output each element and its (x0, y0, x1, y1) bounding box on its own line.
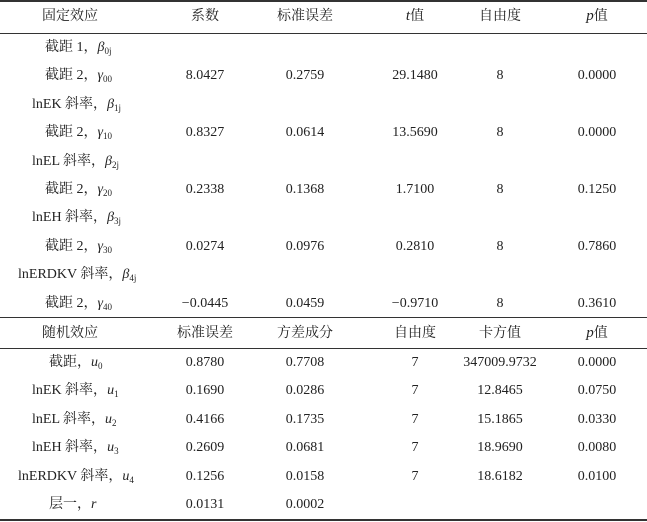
table-cell: 13.5690 (392, 125, 438, 141)
table-cell: 8 (496, 295, 504, 311)
table-cell: 0.8780 (185, 355, 225, 370)
row-symbol: u (107, 383, 115, 399)
table-cell: 8 (496, 182, 504, 197)
header-coefficient: 系数 (191, 8, 219, 24)
row-symbol-subscript: 40 (103, 301, 113, 312)
table-cell (245, 90, 365, 119)
header-variance-component: 方差成分 (277, 325, 333, 341)
row-symbol-subscript: 2 (111, 417, 117, 428)
table-cell: 0.0286 (285, 383, 325, 399)
row-label-text: lnERDKV 斜率， (18, 267, 123, 283)
p-symbol: p (586, 8, 594, 24)
row-label (32, 376, 119, 405)
row-symbol-subscript: 1j (114, 102, 122, 113)
row-symbol-subscript: 10 (103, 131, 113, 142)
table-cell: 0.0330 (577, 411, 617, 427)
header-random-df: 自由度 (394, 325, 436, 341)
t-value-label: 值 (410, 8, 425, 24)
row-symbol: γ (97, 182, 104, 197)
row-label-text: 截距 2， (45, 68, 98, 84)
table-cell (537, 147, 647, 176)
row-label-text: lnEL 斜率， (32, 153, 105, 169)
row-symbol: β (97, 40, 105, 55)
table-row (0, 147, 647, 176)
table-row (0, 376, 647, 405)
row-symbol: u (107, 440, 115, 456)
table-cell: 0.0080 (577, 440, 617, 456)
table-row (0, 232, 647, 261)
row-symbol-subscript: 3j (114, 216, 122, 227)
table-row (0, 118, 647, 147)
table-cell: 0.3610 (577, 295, 617, 311)
table-cell: 0.0614 (285, 125, 325, 141)
table-row (0, 61, 647, 90)
header-random-effect: 随机效应 (42, 325, 98, 341)
table-cell: 7 (411, 355, 419, 370)
row-label (32, 147, 119, 176)
table-cell: 12.8465 (477, 383, 523, 399)
table-cell: 8 (496, 125, 504, 141)
row-label (32, 433, 119, 462)
table-cell (537, 490, 647, 519)
table-row (0, 260, 647, 289)
row-label-text: 截距 2， (45, 125, 98, 141)
table-cell: 29.1480 (392, 68, 438, 84)
table-cell (537, 203, 647, 232)
table-cell: 0.0131 (185, 497, 225, 512)
header-fixed-effect: 固定效应 (42, 8, 98, 24)
row-symbol-subscript: 4j (129, 273, 137, 284)
table-cell: 0.0000 (577, 125, 617, 141)
row-label-text: lnERDKV 斜率， (18, 468, 123, 484)
table-cell: 15.1865 (477, 411, 523, 427)
table-cell: 0.1256 (185, 468, 225, 484)
table-row (0, 433, 647, 462)
table-cell: 0.2810 (395, 238, 435, 254)
row-label-text: lnEH 斜率， (32, 210, 108, 226)
header-df: 自由度 (479, 8, 521, 24)
table-cell: −0.9710 (391, 295, 439, 311)
table-cell: 7 (411, 440, 419, 456)
row-symbol: β (104, 153, 112, 169)
row-label-text: 截距 1， (45, 40, 98, 55)
row-label-text: 截距 2， (45, 295, 98, 311)
table-cell: 0.1735 (285, 411, 325, 427)
table-row (0, 348, 647, 377)
row-symbol: u (104, 411, 112, 427)
table-cell: 0.4166 (185, 411, 225, 427)
table-cell: 0.2338 (185, 182, 225, 197)
row-label (18, 260, 136, 289)
table-cell (245, 147, 365, 176)
row-symbol: γ (97, 68, 104, 84)
p-value-label: 值 (593, 325, 608, 341)
table-cell: 0.0976 (285, 238, 325, 254)
table-cell: 0.0158 (285, 468, 325, 484)
header-random-p-value (532, 317, 647, 350)
row-symbol: γ (97, 295, 104, 311)
row-label (32, 90, 121, 119)
table-cell: 0.1690 (185, 383, 225, 399)
row-label (49, 490, 96, 519)
table-cell: 347009.9732 (463, 355, 537, 370)
table-cell: 7 (411, 468, 419, 484)
table-cell: 0.7708 (285, 355, 325, 370)
row-label (32, 405, 116, 434)
table-cell: 0.2759 (285, 68, 325, 84)
row-symbol: u (91, 355, 98, 370)
row-label-text: 截距 2， (45, 238, 98, 254)
header-std-error: 标准误差 (277, 8, 333, 24)
table-cell: 8 (496, 238, 504, 254)
table-cell (537, 33, 647, 62)
row-label (18, 462, 134, 491)
header-chi-square: 卡方值 (479, 325, 521, 341)
row-label-text: lnEL 斜率， (32, 411, 105, 427)
row-symbol-subscript: 1 (114, 389, 119, 400)
table-row (0, 490, 647, 519)
table-cell: 1.7100 (395, 182, 435, 197)
row-symbol: γ (97, 238, 104, 254)
table-cell: 0.0100 (577, 468, 617, 484)
row-label (45, 175, 112, 204)
row-symbol: β (122, 267, 130, 283)
table-cell: 8.0427 (185, 68, 225, 84)
table-cell (245, 33, 365, 62)
table-row (0, 33, 647, 62)
row-symbol: γ (97, 125, 104, 141)
table-cell: 0.0000 (577, 68, 617, 84)
table-cell: 0.7860 (577, 238, 617, 254)
row-symbol-subscript: 3 (114, 446, 119, 457)
table-cell (245, 260, 365, 289)
row-label-text: lnEK 斜率， (32, 96, 108, 112)
table-cell: 7 (411, 383, 419, 399)
t-symbol: t (405, 8, 411, 24)
row-symbol: u (122, 468, 130, 484)
row-label (45, 61, 112, 90)
table-cell: 8 (496, 68, 504, 84)
row-label-text: 截距， (49, 355, 91, 370)
table-cell: 7 (411, 411, 419, 427)
table-cell (537, 260, 647, 289)
row-label (45, 289, 112, 318)
table-cell (537, 90, 647, 119)
table-cell: 0.0459 (285, 295, 325, 311)
table-cell: 0.0000 (577, 355, 617, 370)
row-symbol-subscript: 20 (103, 188, 113, 198)
table-cell: 0.0750 (577, 383, 617, 399)
header-random-std-error: 标准误差 (177, 325, 233, 341)
row-symbol-subscript: 00 (103, 74, 113, 85)
table-row (0, 289, 647, 318)
row-label (45, 118, 112, 147)
row-label (45, 232, 112, 261)
row-label (45, 33, 112, 62)
table-cell: 18.6182 (477, 468, 523, 484)
table-row (0, 175, 647, 204)
row-symbol-subscript: 0 (98, 361, 103, 371)
table-cell: 18.9690 (477, 440, 523, 456)
table-row (0, 405, 647, 434)
table-cell: −0.0445 (181, 295, 229, 311)
table-cell: 0.8327 (185, 125, 225, 141)
row-label-text: lnEK 斜率， (32, 383, 108, 399)
table-cell (245, 203, 365, 232)
row-symbol: r (91, 497, 97, 512)
table-cell: 0.1250 (577, 182, 617, 197)
table-cell: 0.0274 (185, 238, 225, 254)
row-label-text: 截距 2， (45, 182, 98, 197)
row-label-text: lnEH 斜率， (32, 440, 108, 456)
table-row (0, 90, 647, 119)
row-symbol-subscript: 2j (111, 159, 119, 170)
table-row (0, 203, 647, 232)
row-symbol: β (107, 96, 115, 112)
table-cell: 0.0002 (285, 497, 325, 512)
row-symbol-subscript: 4 (129, 474, 134, 485)
table-cell: 0.2609 (185, 440, 225, 456)
row-label (49, 348, 103, 377)
table-cell: 0.1368 (285, 182, 325, 197)
row-symbol-subscript: 0j (104, 46, 112, 56)
p-symbol: p (586, 325, 594, 341)
table-row (0, 462, 647, 491)
row-label (32, 203, 121, 232)
row-symbol-subscript: 30 (103, 244, 113, 255)
header-p-value (532, 0, 647, 33)
row-symbol: β (107, 210, 115, 226)
p-value-label: 值 (593, 8, 608, 24)
bottom-rule (0, 519, 647, 521)
row-label-text: 层一， (49, 497, 91, 512)
table-cell: 0.0681 (285, 440, 325, 456)
